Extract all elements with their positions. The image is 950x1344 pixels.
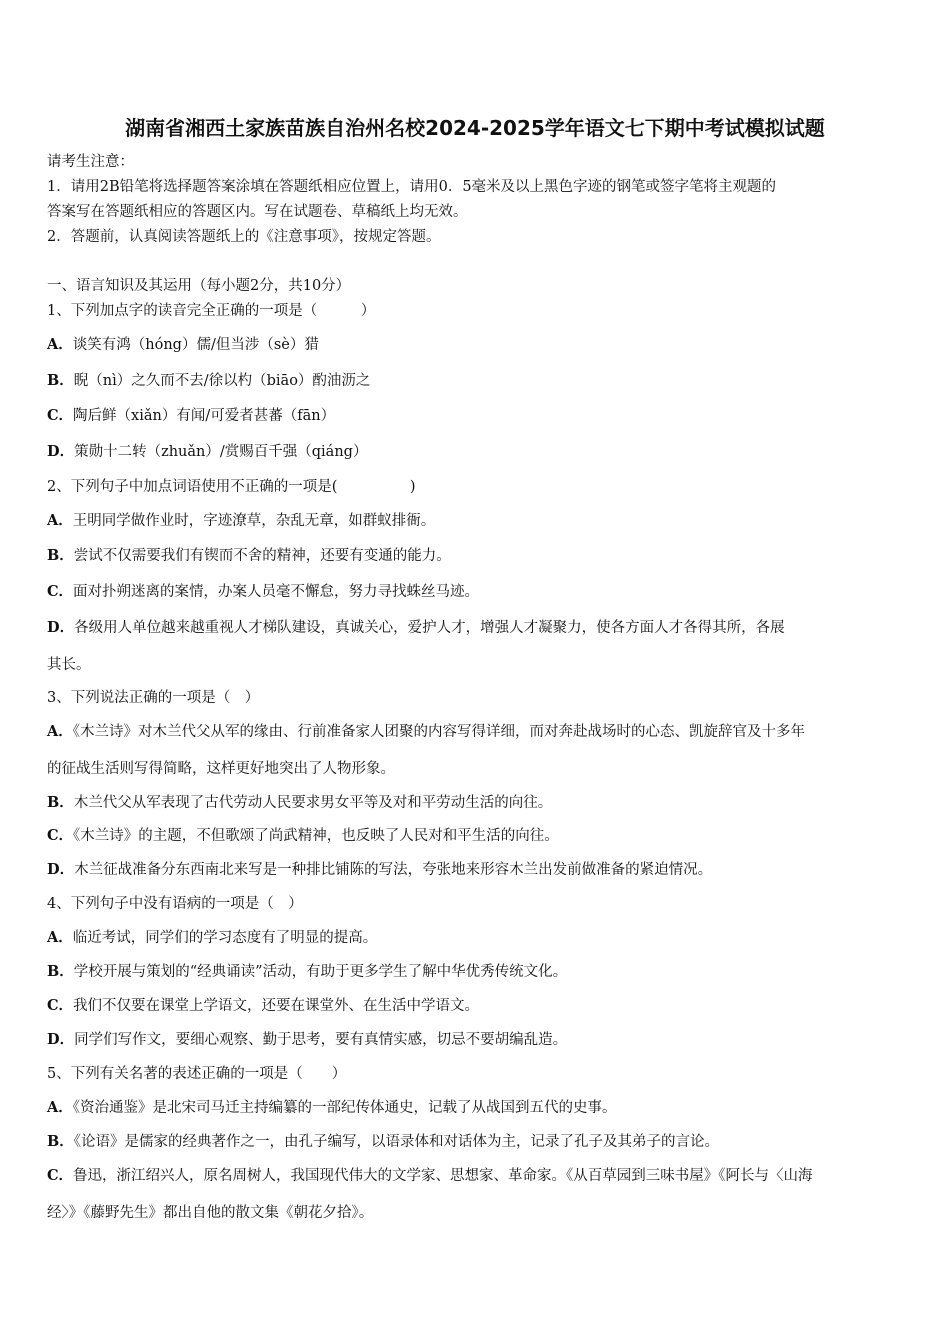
notice-item-1-line-2: 答案写在答题纸相应的答题区内。写在试题卷、草稿纸上均无效。 [47,204,468,220]
question-2-option-b [47,546,909,566]
option-text: 我们不仅要在课堂上学语文，还要在课堂外、在生活中学语文。 [73,998,480,1014]
option-letter: B． [47,1133,74,1150]
question-2-option-d [47,618,909,638]
question-3-stem: 3、下列说法正确的一项是（ ） [47,690,260,706]
option-text: 同学们写作文，要细心观察、勤于思考，要有真情实感，切忌不要胡编乱造。 [74,1032,568,1048]
question-4-option-b [47,962,909,982]
option-letter: A． [47,723,73,740]
question-2-stem: 2、下列句子中加点词语使用不正确的一项是( ) [47,479,416,495]
option-letter: B． [47,963,74,980]
option-letter: D． [47,619,75,636]
option-text: 谈笑有鸿（hóng）儒/但当涉（sè）猎 [72,337,319,353]
question-2-option-c [47,582,909,602]
question-1-option-a [47,335,909,355]
option-text: 《资治通鉴》是北宋司马迁主持编纂的一部纪传体通史，记载了从战国到五代的史事。 [72,1100,617,1116]
question-5-stem: 5、下列有关名著的表述正确的一项是（ ） [47,1066,347,1082]
option-letter: C． [47,997,74,1014]
question-2-option-d-continuation: 其长。 [47,657,91,673]
option-text: 临近考试，同学们的学习态度有了明显的提高。 [72,930,378,946]
option-letter: D． [47,861,75,878]
option-letter: B． [47,794,74,811]
option-text: 鲁迅，浙江绍兴人，原名周树人，我国现代伟大的文学家、思想家、革命家。《从百草园到三味书屋》《阿长与〈山海 [73,1168,813,1184]
option-letter: D． [47,1031,75,1048]
question-4-stem: 4、下列句子中没有语病的一项是（ ） [47,896,303,912]
option-letter: D． [47,443,75,460]
question-5-option-a [47,1098,909,1118]
option-text: 面对扑朔迷离的案情，办案人员毫不懈怠，努力寻找蛛丝马迹。 [73,584,480,600]
section-heading: 一、语言知识及其运用（每小题2分，共10分） [47,278,351,294]
notice-item-2: 2．答题前，认真阅读答题纸上的《注意事项》，按规定答题。 [47,229,441,245]
question-1-option-c [47,406,909,426]
question-5-option-b [47,1132,909,1152]
question-3-option-d [47,860,909,880]
question-3-option-a-continuation: 的征战生活则写得简略，这样更好地突出了人物形象。 [47,761,395,777]
option-text: 学校开展与策划的“经典诵读”活动，有助于更多学生了解中华优秀传统文化。 [73,964,568,980]
option-text: 睨（nì）之久而不去/徐以杓（biāo）酌油沥之 [73,373,371,389]
question-1-stem: 1、下列加点字的读音完全正确的一项是（ ） [47,303,376,319]
document-title: 湖南省湘西土家族苗族自治州名校2024-2025学年语文七下期中考试模拟试题 [125,116,825,140]
option-text: 木兰征战准备分东西南北来写是一种排比铺陈的写法，夸张地来形容木兰出发前做准备的紧迫情况。 [74,862,713,878]
question-4-option-c [47,996,909,1016]
notice-item-1-line-1: 1．请用2B铅笔将选择题答案涂填在答题纸相应位置上，请用0．5毫米及以上黑色字迹的钢笔或签字笔将主观题的 [47,179,777,195]
option-text: 策勋十二转（zhuǎn）/赏赐百千强（qiáng） [74,444,368,460]
option-letter: A． [47,336,73,353]
question-1-option-d [47,442,909,462]
option-text: 王明同学做作业时，字迹潦草，杂乱无章，如群蚁排衙。 [72,513,436,529]
question-4-option-d [47,1030,909,1050]
option-text: 陶后鲜（xiǎn）有闻/可爱者甚蕃（fān） [73,408,336,424]
option-letter: C． [47,583,74,600]
option-letter: C． [47,827,74,844]
question-1-option-b [47,371,909,391]
option-letter: B． [47,547,74,564]
question-4-option-a [47,928,909,948]
question-3-option-c [47,826,909,846]
option-text: 《木兰诗》对木兰代父从军的缘由、行前准备家人团聚的内容写得详细，而对奔赴战场时的心态、凯旋辞官及十多年 [72,724,806,740]
option-letter: A． [47,1099,73,1116]
option-text: 《木兰诗》的主题，不但歌颂了尚武精神，也反映了人民对和平生活的向往。 [73,828,559,844]
question-5-option-c [47,1166,909,1186]
question-3-option-a [47,722,909,742]
notice-heading: 请考生注意： [47,154,134,170]
option-letter: B． [47,372,74,389]
option-text: 各级用人单位越来越重视人才梯队建设，真诚关心，爱护人才，增强人才凝聚力，使各方面人才各得其所，各展 [74,620,785,636]
question-5-option-c-continuation: 经〉》《藤野先生》都出自他的散文集《朝花夕拾》。 [47,1205,374,1221]
option-letter: A． [47,929,73,946]
option-text: 尝试不仅需要我们有锲而不舍的精神，还要有变通的能力。 [73,548,451,564]
question-2-option-a [47,511,909,531]
option-letter: A． [47,512,73,529]
option-letter: C． [47,407,74,424]
question-3-option-b [47,793,909,813]
option-text: 《论语》是儒家的经典著作之一，由孔子编写，以语录体和对话体为主，记录了孔子及其弟子的言论。 [73,1134,720,1150]
option-letter: C． [47,1167,74,1184]
option-text: 木兰代父从军表现了古代劳动人民要求男女平等及对和平劳动生活的向往。 [73,795,553,811]
